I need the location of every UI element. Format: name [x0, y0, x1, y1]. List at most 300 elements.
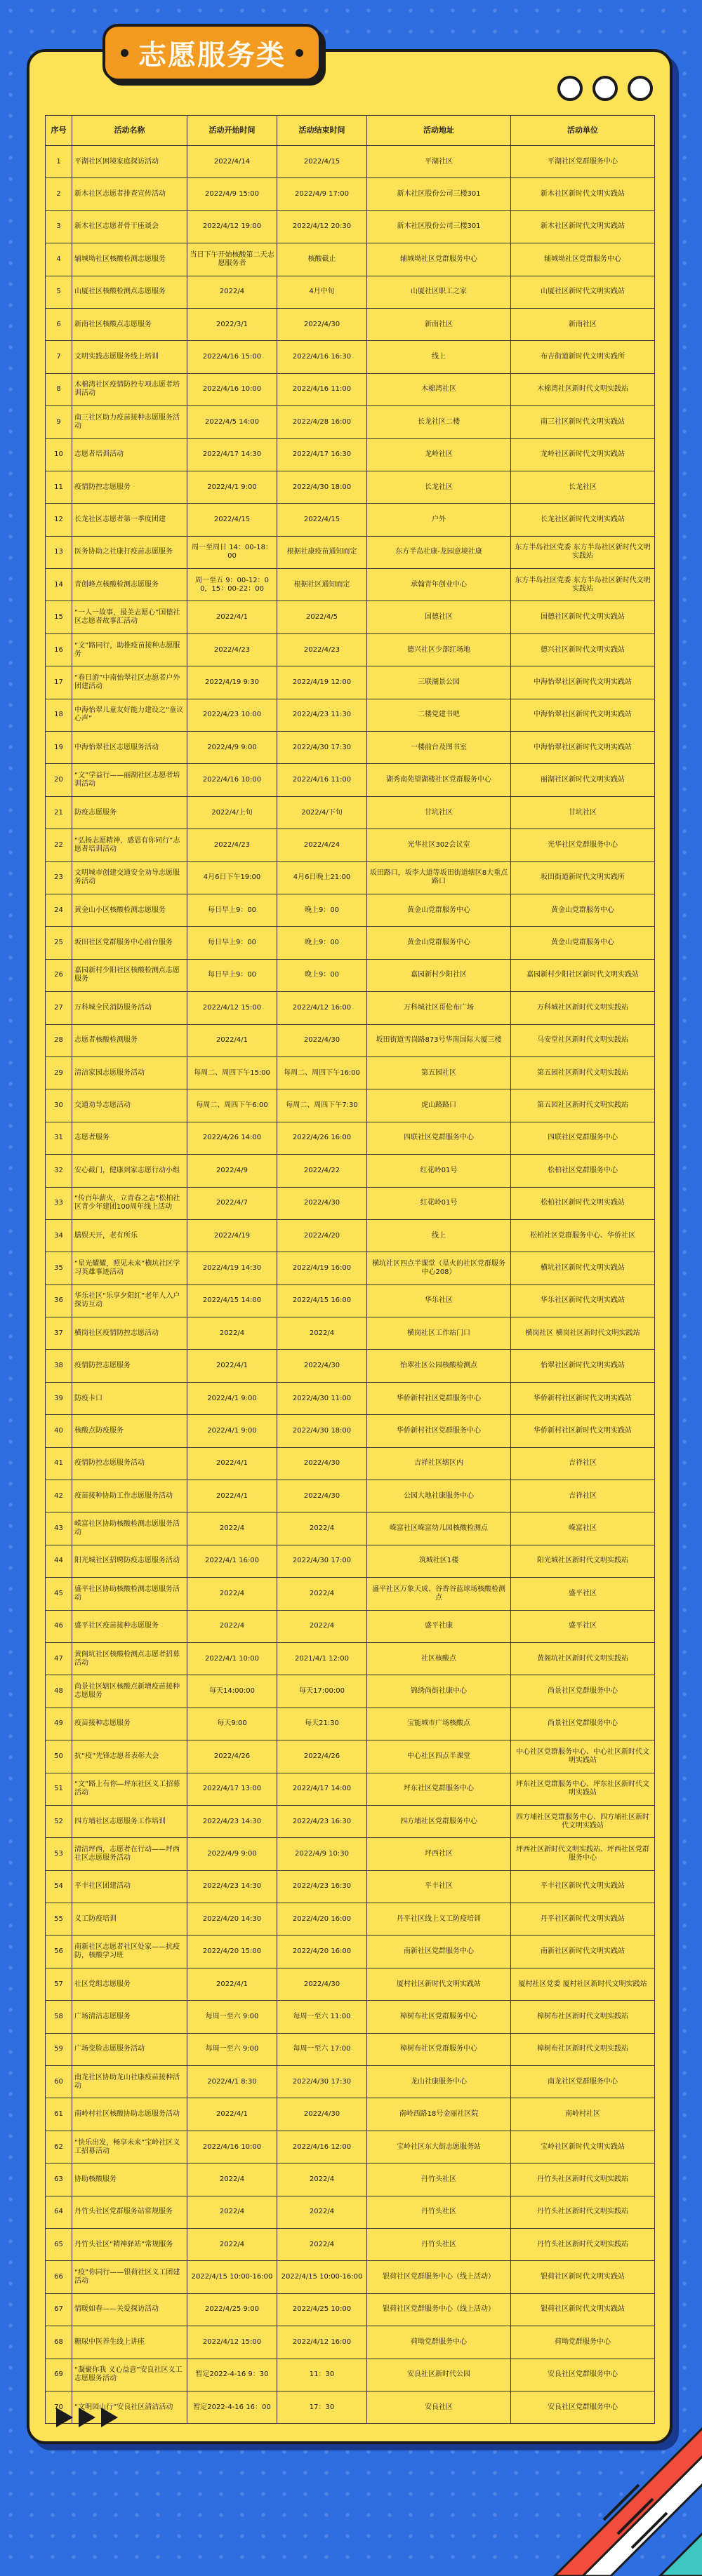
cell-address: 坂田街道雪岗路873号华南国际大厦三楼	[367, 1024, 511, 1056]
table-row	[46, 1284, 655, 1317]
cell-address: 红花岭01号	[367, 1155, 511, 1187]
cell-start-time: 2022/4	[187, 1317, 277, 1350]
table-row	[46, 1024, 655, 1056]
cell-end-time: 2022/4/20 16:00	[277, 1903, 367, 1936]
cell-activity-name: 盛平社区疫苗接种志愿服务	[72, 1610, 187, 1642]
cell-index: 26	[46, 959, 72, 991]
cell-index: 21	[46, 796, 72, 829]
cell-address: 锦绣尚街社康中心	[367, 1675, 511, 1708]
table-row	[46, 861, 655, 894]
cell-start-time: 2022/4/1 10:00	[187, 1642, 277, 1675]
cell-activity-name: 新南社区核酸点志愿服务	[72, 308, 187, 340]
table-row	[46, 1838, 655, 1870]
cell-end-time: 晚上9：00	[277, 927, 367, 959]
cell-activity-name: 南龙社区协助龙山社康疫苗接种活动	[72, 2066, 187, 2098]
cell-start-time: 2022/4/5 14:00	[187, 406, 277, 438]
cell-organizer: 坪西社区新时代文明实践站、坪西社区党群服务中心	[511, 1838, 655, 1870]
cell-start-time: 2022/4	[187, 2196, 277, 2228]
cell-index: 68	[46, 2326, 72, 2359]
table-row	[46, 764, 655, 796]
cell-address: 华侨新村社区党群服务中心	[367, 1382, 511, 1414]
table-row	[46, 2196, 655, 2228]
table-row	[46, 992, 655, 1024]
cell-start-time: 2022/4/25 9:00	[187, 2293, 277, 2326]
cell-end-time: 2022/4/下旬	[277, 796, 367, 829]
cell-address: 南新社区党群服务中心	[367, 1936, 511, 1968]
cell-address: 户外	[367, 504, 511, 536]
cell-index: 37	[46, 1317, 72, 1350]
cell-index: 47	[46, 1642, 72, 1675]
table-row	[46, 2229, 655, 2261]
cell-end-time: 2022/4/30	[277, 1187, 367, 1219]
cell-start-time: 周一至五 9：00-12：00，15：00-22：00	[187, 569, 277, 601]
table-row	[46, 210, 655, 243]
cell-activity-name: 情暖如春——关爱探访活动	[72, 2293, 187, 2326]
table-row	[46, 829, 655, 861]
cell-end-time: 2022/4	[277, 2196, 367, 2228]
table-body	[46, 146, 655, 2424]
pencil-decoration	[541, 2408, 702, 2576]
table-row	[46, 1317, 655, 1350]
cell-address: 四方埔社区党群服务中心	[367, 1805, 511, 1837]
cell-start-time: 2022/4/26 14:00	[187, 1122, 277, 1154]
cell-activity-name: 南新社区志愿者社区处家——抗疫防，核酸学习班	[72, 1936, 187, 1968]
cell-address: 长龙社区二楼	[367, 406, 511, 438]
cell-address: 丹竹头社区	[367, 2164, 511, 2196]
cell-start-time: 2022/4/9 9:00	[187, 1838, 277, 1870]
cell-index: 36	[46, 1284, 72, 1317]
cell-index: 43	[46, 1512, 72, 1545]
cell-activity-name: 横岗社区疫情防控志愿活动	[72, 1317, 187, 1350]
cell-activity-name: “星光耀耀，照见未来”横坑社区学习英雄事迹活动	[72, 1252, 187, 1284]
cell-start-time: 每日早上9：00	[187, 959, 277, 991]
cell-activity-name: 万科城全民消防服务活动	[72, 992, 187, 1024]
cell-activity-name: 医务协助之社康打疫苗志愿服务	[72, 536, 187, 568]
cell-index: 57	[46, 1968, 72, 2000]
cell-address: 中心社区四点半课堂	[367, 1740, 511, 1773]
cell-address: 丹平社区线上义工防疫培训	[367, 1903, 511, 1936]
cell-end-time: 2022/4/28 16:00	[277, 406, 367, 438]
table-row	[46, 1610, 655, 1642]
cell-organizer: 华侨新村社区新时代文明实践站	[511, 1382, 655, 1414]
cell-organizer: 龙岭社区新时代文明实践站	[511, 438, 655, 471]
cell-activity-name: 膳娱天开，老有所乐	[72, 1219, 187, 1252]
cell-activity-name: “疫”你同行——银荷社区义工团建活动	[72, 2261, 187, 2293]
cell-start-time: 2022/4/23 14:30	[187, 1870, 277, 1903]
activity-table-container	[45, 115, 654, 2424]
cell-address: 一楼前台及图书室	[367, 732, 511, 764]
cell-index: 5	[46, 276, 72, 308]
header-organizer: 活动单位	[511, 116, 655, 146]
pencil-icon	[541, 2408, 702, 2576]
cell-organizer: 东方半岛社区党委 东方半岛社区新时代文明实践站	[511, 536, 655, 568]
cell-activity-name: 核酸点防疫服务	[72, 1415, 187, 1447]
cell-start-time: 2022/4/1 9:00	[187, 1415, 277, 1447]
cell-start-time: 周一至周日 14：00-18：00	[187, 536, 277, 568]
circle-icon	[628, 76, 653, 101]
cell-start-time: 每周二、周四下午6:00	[187, 1089, 277, 1122]
cell-organizer: 辅城坳社区党群服务中心	[511, 243, 655, 276]
cell-organizer: 南岭村社区	[511, 2098, 655, 2131]
cell-organizer: 松柏社区党群服务中心	[511, 1155, 655, 1187]
cell-organizer: 丹竹头社区新时代文明实践站	[511, 2164, 655, 2196]
table-row	[46, 796, 655, 829]
cell-address: 木棉湾社区	[367, 373, 511, 405]
cell-address: 盛平社康	[367, 1610, 511, 1642]
cell-end-time: 2022/4/9 17:00	[277, 178, 367, 210]
cell-start-time: 每周一至六 9:00	[187, 2033, 277, 2065]
cell-organizer: 平湖社区党群服务中心	[511, 146, 655, 178]
cell-index: 64	[46, 2196, 72, 2228]
table-row	[46, 373, 655, 405]
cell-organizer: 丹平社区新时代文明实践站	[511, 1903, 655, 1936]
cell-end-time: 2022/4	[277, 1578, 367, 1610]
cell-index: 62	[46, 2131, 72, 2163]
table-row	[46, 1642, 655, 1675]
table-row	[46, 341, 655, 373]
cell-start-time: 2022/4/20 14:30	[187, 1903, 277, 1936]
cell-index: 70	[46, 2391, 72, 2423]
cell-end-time: 2022/4/25 10:00	[277, 2293, 367, 2326]
table-row	[46, 1382, 655, 1414]
table-row	[46, 2326, 655, 2359]
cell-start-time: 2022/4/12 19:00	[187, 210, 277, 243]
cell-index: 59	[46, 2033, 72, 2065]
cell-start-time: 2022/4/1 9:00	[187, 471, 277, 503]
table-row	[46, 1480, 655, 1512]
cell-address: 甘坑社区	[367, 796, 511, 829]
cell-end-time: 每周一至六 11:00	[277, 2001, 367, 2033]
cell-start-time: 2022/4/9 9:00	[187, 732, 277, 764]
cell-organizer: 万科城社区新时代文明实践站	[511, 992, 655, 1024]
table-row	[46, 2098, 655, 2131]
cell-address: 龙山社康服务中心	[367, 2066, 511, 2098]
cell-organizer: 长龙社区新时代文明实践站	[511, 504, 655, 536]
cell-activity-name: “传百年薪火，立青春之志”松柏社区青少年建团100周年线上活动	[72, 1187, 187, 1219]
cell-organizer: 横岗社区 横岗社区新时代文明实践站	[511, 1317, 655, 1350]
cell-end-time: 每天17:00:00	[277, 1675, 367, 1708]
cell-end-time: 根据社区通知而定	[277, 569, 367, 601]
cell-address: 第五园社区	[367, 1056, 511, 1089]
table-row	[46, 2033, 655, 2065]
cell-end-time: 2022/4/17 16:30	[277, 438, 367, 471]
cell-organizer: 第五园社区新时代文明实践站	[511, 1089, 655, 1122]
cell-start-time: 2022/4/19	[187, 1219, 277, 1252]
cell-start-time: 2022/4/23 14:30	[187, 1805, 277, 1837]
cell-address: 华乐社区	[367, 1284, 511, 1317]
cell-end-time: 2022/4/30 11:00	[277, 1382, 367, 1414]
arrow-decoration	[56, 2408, 118, 2427]
cell-organizer: 坂田街道新时代文明实践所	[511, 861, 655, 894]
cell-activity-name: 疫情防控志愿服务	[72, 1350, 187, 1382]
table-row	[46, 276, 655, 308]
cell-end-time: 2022/4/12 20:30	[277, 210, 367, 243]
cell-address: 线上	[367, 1219, 511, 1252]
cell-end-time: 2022/4/19 16:00	[277, 1252, 367, 1284]
cell-end-time: 2022/4/26 16:00	[277, 1122, 367, 1154]
cell-organizer: 阳光城社区新时代文明实践站	[511, 1545, 655, 1577]
cell-address: 安良社区	[367, 2391, 511, 2423]
cell-start-time: 2022/4/23	[187, 829, 277, 861]
cell-address: 山厦社区职工之家	[367, 276, 511, 308]
cell-index: 19	[46, 732, 72, 764]
cell-address: 新木社区股份公司三楼301	[367, 210, 511, 243]
cell-activity-name: 阳光城社区招聘防疫志愿服务活动	[72, 1545, 187, 1577]
cell-start-time: 2022/4/15 14:00	[187, 1284, 277, 1317]
cell-index: 15	[46, 601, 72, 633]
cell-start-time: 2022/4/19 9:30	[187, 666, 277, 699]
cell-organizer: 国德社区新时代文明实践站	[511, 601, 655, 633]
content-card	[27, 49, 673, 2444]
cell-end-time: 2022/4/30 17:30	[277, 2066, 367, 2098]
cell-organizer: 德兴社区新时代文明实践站	[511, 633, 655, 666]
cell-organizer: 盛平社区	[511, 1578, 655, 1610]
cell-start-time: 2022/4/1 9:00	[187, 1382, 277, 1414]
cell-start-time: 2022/4/1	[187, 601, 277, 633]
table-row	[46, 146, 655, 178]
table-row	[46, 1968, 655, 2000]
cell-end-time: 2022/4/12 16:00	[277, 992, 367, 1024]
table-row	[46, 1219, 655, 1252]
cell-index: 66	[46, 2261, 72, 2293]
cell-activity-name: 疫情防控志愿服务活动	[72, 1447, 187, 1480]
cell-end-time: 2022/4	[277, 2164, 367, 2196]
cell-start-time: 每天9:00	[187, 1708, 277, 1740]
cell-address: 盛平社区万象天成、谷香谷蓝球场核酸检测点	[367, 1578, 511, 1610]
cell-activity-name: 尚景社区辖区核酸点新增疫苗接种志愿服务	[72, 1675, 187, 1708]
cell-end-time: 2022/4/19 12:00	[277, 666, 367, 699]
cell-activity-name: “一人一故事，最美志愿心”国德社区志愿者故事汇活动	[72, 601, 187, 633]
cell-end-time: 2022/4/23	[277, 633, 367, 666]
cell-index: 28	[46, 1024, 72, 1056]
cell-index: 53	[46, 1838, 72, 1870]
cell-index: 63	[46, 2164, 72, 2196]
cell-address: 红花岭01号	[367, 1187, 511, 1219]
cell-address: 社区核酸点	[367, 1642, 511, 1675]
cell-start-time: 每日早上9：00	[187, 894, 277, 926]
cell-address: 公园大地社康服务中心	[367, 1480, 511, 1512]
table-row	[46, 1252, 655, 1284]
cell-activity-name: 黄阁坑社区核酸检测点志愿者招募活动	[72, 1642, 187, 1675]
cell-start-time: 2022/4	[187, 1512, 277, 1545]
cell-organizer: 荷坳党群服务中心	[511, 2326, 655, 2359]
cell-index: 20	[46, 764, 72, 796]
cell-organizer: 华乐社区新时代文明实践站	[511, 1284, 655, 1317]
cell-organizer: 银荷社区新时代文明实践站	[511, 2293, 655, 2326]
cell-end-time: 2022/4/16 12:00	[277, 2131, 367, 2163]
cell-start-time: 2022/4	[187, 1610, 277, 1642]
cell-end-time: 2022/4/30 18:00	[277, 1415, 367, 1447]
cell-organizer: 新木社区新时代文明实践站	[511, 210, 655, 243]
table-row	[46, 471, 655, 503]
cell-organizer: 银荷社区新时代文明实践站	[511, 2261, 655, 2293]
cell-activity-name: 糖尿中医养生线上讲座	[72, 2326, 187, 2359]
cell-index: 18	[46, 699, 72, 731]
cell-activity-name: 山厦社区核酸检测点志愿服务	[72, 276, 187, 308]
cell-activity-name: 社区党组志愿服务	[72, 1968, 187, 2000]
cell-start-time: 2022/4/16 10:00	[187, 373, 277, 405]
cell-start-time: 2022/4/19 14:30	[187, 1252, 277, 1284]
cell-end-time: 2022/4/30	[277, 1024, 367, 1056]
table-row	[46, 1870, 655, 1903]
cell-index: 7	[46, 341, 72, 373]
cell-organizer: 长龙社区	[511, 471, 655, 503]
cell-activity-name: 疫苗接种协助工作志愿服务活动	[72, 1480, 187, 1512]
cell-start-time: 2022/4/1 16:00	[187, 1545, 277, 1577]
cell-start-time: 每日早上9：00	[187, 927, 277, 959]
cell-activity-name: 长龙社区志愿者第一季度团建	[72, 504, 187, 536]
cell-index: 25	[46, 927, 72, 959]
cell-activity-name: 华乐社区“乐享夕阳红”老年人入户探访互动	[72, 1284, 187, 1317]
cell-end-time: 2022/4/20 16:00	[277, 1936, 367, 1968]
cell-index: 55	[46, 1903, 72, 1936]
header-address: 活动地址	[367, 116, 511, 146]
cell-end-time: 每周二、周四下午16:00	[277, 1056, 367, 1089]
cell-organizer: 嵘富社区	[511, 1512, 655, 1545]
cell-organizer: 吉祥社区	[511, 1447, 655, 1480]
cell-activity-name: 辅城坳社区核酸检测志愿服务	[72, 243, 187, 276]
cell-index: 1	[46, 146, 72, 178]
circle-icon	[557, 76, 583, 101]
cell-index: 65	[46, 2229, 72, 2261]
cell-organizer: 樟树布社区新时代文明实践站	[511, 2001, 655, 2033]
cell-index: 34	[46, 1219, 72, 1252]
cell-address: 华侨新村社区党群服务中心	[367, 1415, 511, 1447]
cell-index: 23	[46, 861, 72, 894]
cell-organizer: 黄金山党群服务中心	[511, 927, 655, 959]
cell-address: 南岭西路18号金丽社区院	[367, 2098, 511, 2131]
cell-activity-name: 新木社区志愿者排查宣传活动	[72, 178, 187, 210]
cell-address: 横岗社区工作站门口	[367, 1317, 511, 1350]
cell-end-time: 2022/4/16 11:00	[277, 373, 367, 405]
cell-start-time: 每周二、周四下午15:00	[187, 1056, 277, 1089]
cell-end-time: 2022/4/9 10:30	[277, 1838, 367, 1870]
cell-index: 44	[46, 1545, 72, 1577]
cell-start-time: 2022/4/上旬	[187, 796, 277, 829]
cell-end-time: 晚上9：00	[277, 959, 367, 991]
cell-address: 宝能城市广场核酸点	[367, 1708, 511, 1740]
cell-end-time: 2022/4/30	[277, 1480, 367, 1512]
cell-organizer: 甘坑社区	[511, 796, 655, 829]
cell-activity-name: “春日游”中南怡翠社区志愿者户外团建活动	[72, 666, 187, 699]
cell-activity-name: 疫情防控志愿服务	[72, 471, 187, 503]
table-row	[46, 178, 655, 210]
cell-activity-name: 丹竹头社区党群服务站常规服务	[72, 2196, 187, 2228]
table-row	[46, 633, 655, 666]
cell-activity-name: 防疫卡口	[72, 1382, 187, 1414]
cell-index: 10	[46, 438, 72, 471]
cell-activity-name: 义工防疫培训	[72, 1903, 187, 1936]
table-row	[46, 1187, 655, 1219]
cell-activity-name: “凝聚你我 义心益意”安良社区义工志愿服务活动	[72, 2359, 187, 2391]
play-arrow-icon	[56, 2408, 73, 2427]
table-header-row	[46, 116, 655, 146]
cell-end-time: 2022/4/30 17:00	[277, 1545, 367, 1577]
cell-activity-name: 安心截门，健康到家志愿行动小组	[72, 1155, 187, 1187]
cell-address: 线上	[367, 341, 511, 373]
cell-address: 丹竹头社区	[367, 2196, 511, 2228]
cell-address: 三联湖景公园	[367, 666, 511, 699]
cell-end-time: 2022/4	[277, 1610, 367, 1642]
cell-organizer: 中心社区党群服务中心、中心社区新时代文明实践站	[511, 1740, 655, 1773]
cell-start-time: 2022/4/23	[187, 633, 277, 666]
table-row	[46, 2001, 655, 2033]
cell-end-time: 2022/4/12 16:00	[277, 2326, 367, 2359]
cell-address: 承翰青年创业中心	[367, 569, 511, 601]
table-row	[46, 2293, 655, 2326]
table-row	[46, 569, 655, 601]
cell-organizer: 新木社区新时代文明实践站	[511, 178, 655, 210]
cell-organizer: 黄阁坑社区新时代文明实践站	[511, 1642, 655, 1675]
cell-end-time: 2022/4	[277, 1317, 367, 1350]
cell-organizer: 吉祥社区	[511, 1480, 655, 1512]
cell-address: 东方半岛社康-龙园意境社康	[367, 536, 511, 568]
cell-organizer: 木棉湾社区新时代文明实践站	[511, 373, 655, 405]
cell-end-time: 2022/4/17 14:00	[277, 1773, 367, 1805]
cell-index: 30	[46, 1089, 72, 1122]
cell-index: 32	[46, 1155, 72, 1187]
cell-start-time: 2022/4/1	[187, 1447, 277, 1480]
cell-address: 厦村社区新时代文明实践站	[367, 1968, 511, 2000]
cell-address: 二楼党建书吧	[367, 699, 511, 731]
cell-organizer: 第五园社区新时代文明实践站	[511, 1056, 655, 1089]
play-arrow-icon	[101, 2408, 118, 2427]
cell-activity-name: 平湖社区困境家庭探访活动	[72, 146, 187, 178]
cell-organizer: 坪东社区党群服务中心、坪东社区新时代文明实践站	[511, 1773, 655, 1805]
cell-start-time: 2022/4/14	[187, 146, 277, 178]
table-row	[46, 2261, 655, 2293]
cell-activity-name: 志愿者核酸检测服务	[72, 1024, 187, 1056]
cell-end-time: 每周一至六 17:00	[277, 2033, 367, 2065]
cell-organizer: 中海怡翠社区新时代文明实践站	[511, 699, 655, 731]
cell-end-time: 2022/4/16 11:00	[277, 764, 367, 796]
cell-index: 14	[46, 569, 72, 601]
cell-start-time: 2022/4/20 15:00	[187, 1936, 277, 1968]
header-start-time: 活动开始时间	[187, 116, 277, 146]
cell-organizer: 尚景社区党群服务中心	[511, 1708, 655, 1740]
cell-activity-name: “文明园山行”安良社区清洁活动	[72, 2391, 187, 2423]
cell-address: 黄金山党群服务中心	[367, 927, 511, 959]
cell-index: 49	[46, 1708, 72, 1740]
cell-index: 41	[46, 1447, 72, 1480]
cell-activity-name: 清洁家园志愿服务活动	[72, 1056, 187, 1089]
cell-address: 筑城社区1楼	[367, 1545, 511, 1577]
cell-start-time: 2022/4/23 10:00	[187, 699, 277, 731]
table-row	[46, 1545, 655, 1577]
cell-organizer: 南新社区新时代文明实践站	[511, 1936, 655, 1968]
cell-address: 荷坳党群服务中心	[367, 2326, 511, 2359]
cell-index: 16	[46, 633, 72, 666]
cell-index: 54	[46, 1870, 72, 1903]
cell-organizer: 盛平社区	[511, 1610, 655, 1642]
cell-end-time: 2022/4/15 16:00	[277, 1284, 367, 1317]
cell-end-time: 2022/4/23 16:30	[277, 1805, 367, 1837]
page-title-tab	[102, 24, 322, 81]
dot-icon	[296, 49, 303, 57]
cell-index: 69	[46, 2359, 72, 2391]
cell-index: 42	[46, 1480, 72, 1512]
cell-organizer: 南三社区新时代文明实践站	[511, 406, 655, 438]
cell-end-time: 2022/4/20	[277, 1219, 367, 1252]
cell-address: 黄金山党群服务中心	[367, 894, 511, 926]
activity-table	[45, 115, 655, 2424]
cell-start-time: 2022/4/1	[187, 1350, 277, 1382]
cell-start-time: 2022/4	[187, 276, 277, 308]
cell-index: 6	[46, 308, 72, 340]
cell-address: 坂田路口，坂李大道等坂田街道辖区8大重点路口	[367, 861, 511, 894]
window-controls	[557, 76, 653, 101]
table-row	[46, 1155, 655, 1187]
